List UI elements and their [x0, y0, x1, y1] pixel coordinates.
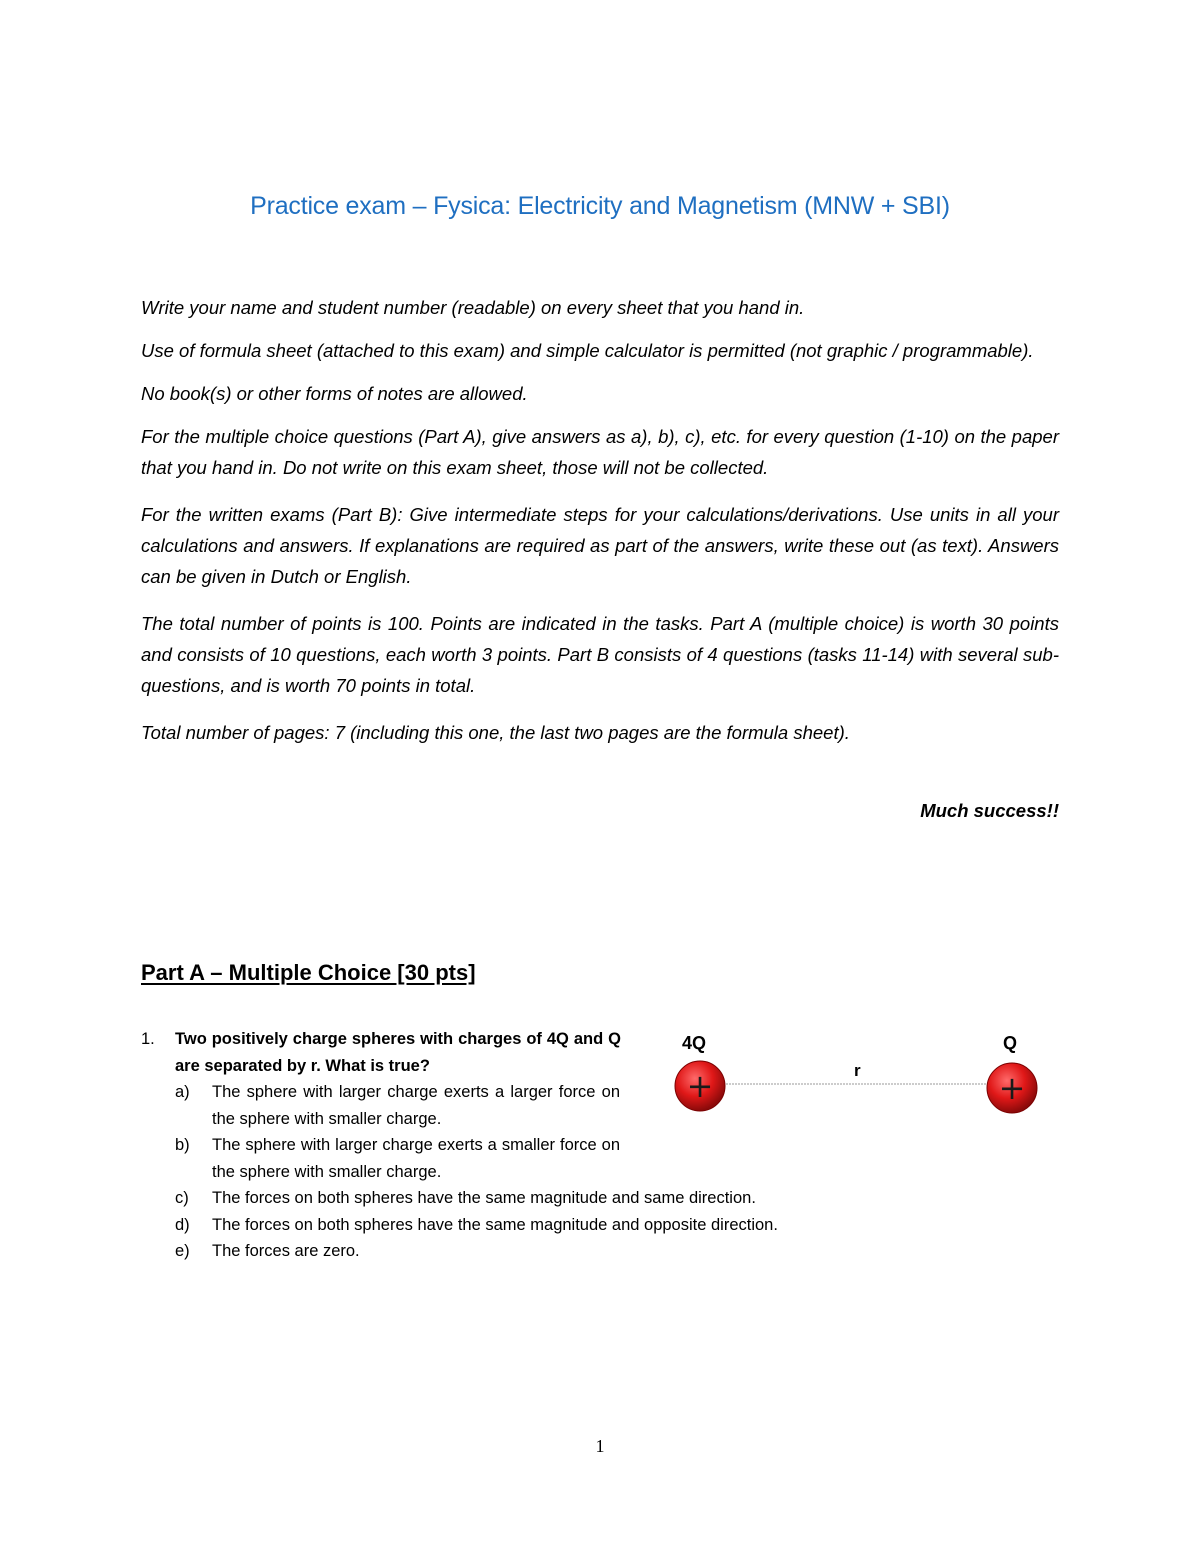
page-title: Practice exam – Fysica: Electricity and Magnetism (MNW + SBI) — [250, 192, 950, 220]
right-charge-label: Q — [1003, 1033, 1018, 1053]
question-number: 1. — [141, 1030, 155, 1048]
option-e — [175, 1238, 1075, 1265]
instruction-no-books: No book(s) or other forms of notes are allowed. — [141, 383, 528, 404]
instruction-name: Write your name and student number (readable) on every sheet that you hand in. — [141, 297, 805, 318]
option-letter: e) — [175, 1242, 190, 1260]
option-text: The forces on both spheres have the same magnitude and same direction. — [212, 1189, 756, 1207]
part-a-heading: Part A – Multiple Choice [30 pts] — [141, 960, 476, 985]
option-b — [175, 1132, 1075, 1185]
option-text: The forces on both spheres have the same magnitude and opposite direction. — [212, 1215, 778, 1234]
distance-label: r — [854, 1061, 861, 1080]
instruction-multiple-choice: For the multiple choice questions (Part A), give answers as a), b), c), etc. for every question (1-10) on the paper that you hand in. Do not write on this exam sheet, those will not be collected. — [141, 426, 1059, 478]
option-letter: c) — [175, 1189, 189, 1207]
instruction-points: The total number of points is 100. Points are indicated in the tasks. Part A (multiple choice) is worth 30 points and consists of 10 questions, each worth 3 points. Part B consists of 4 questions (tasks 11-14) with several sub-questions, and is worth 70 points in total. — [141, 613, 1059, 696]
instruction-pages: Total number of pages: 7 (including this one, the last two pages are the formula sheet). — [141, 722, 850, 743]
instruction-written: For the written exams (Part B): Give intermediate steps for your calculations/derivations. Use units in all your calculations and answers. If explanations are required as part of the answers, write these out (as text). Answers can be given in Dutch or English. — [141, 504, 1059, 587]
page-number: 1 — [595, 1436, 605, 1456]
option-c — [175, 1185, 1075, 1212]
instructions — [141, 292, 1059, 764]
option-text: The sphere with larger charge exerts a smaller force on the sphere with smaller charge. — [212, 1136, 620, 1181]
option-d — [175, 1212, 1075, 1239]
closing-message: Much success!! — [920, 800, 1059, 821]
option-text: The sphere with larger charge exerts a larger force on the sphere with smaller charge. — [212, 1083, 620, 1128]
left-charge-label: 4Q — [682, 1033, 707, 1053]
option-text: The forces are zero. — [212, 1242, 360, 1260]
left-plus-icon: + — [686, 1067, 714, 1105]
instruction-formula-sheet: Use of formula sheet (attached to this exam) and simple calculator is permitted (not graphic / programmable). — [141, 340, 1034, 361]
charges-figure — [660, 1022, 1060, 1122]
option-letter: a) — [175, 1083, 190, 1101]
question-stem: Two positively charge spheres with charges of 4Q and Q are separated by r. What is true? — [175, 1030, 621, 1075]
right-plus-icon: + — [998, 1069, 1026, 1107]
option-letter: b) — [175, 1136, 190, 1154]
option-letter: d) — [175, 1215, 190, 1234]
